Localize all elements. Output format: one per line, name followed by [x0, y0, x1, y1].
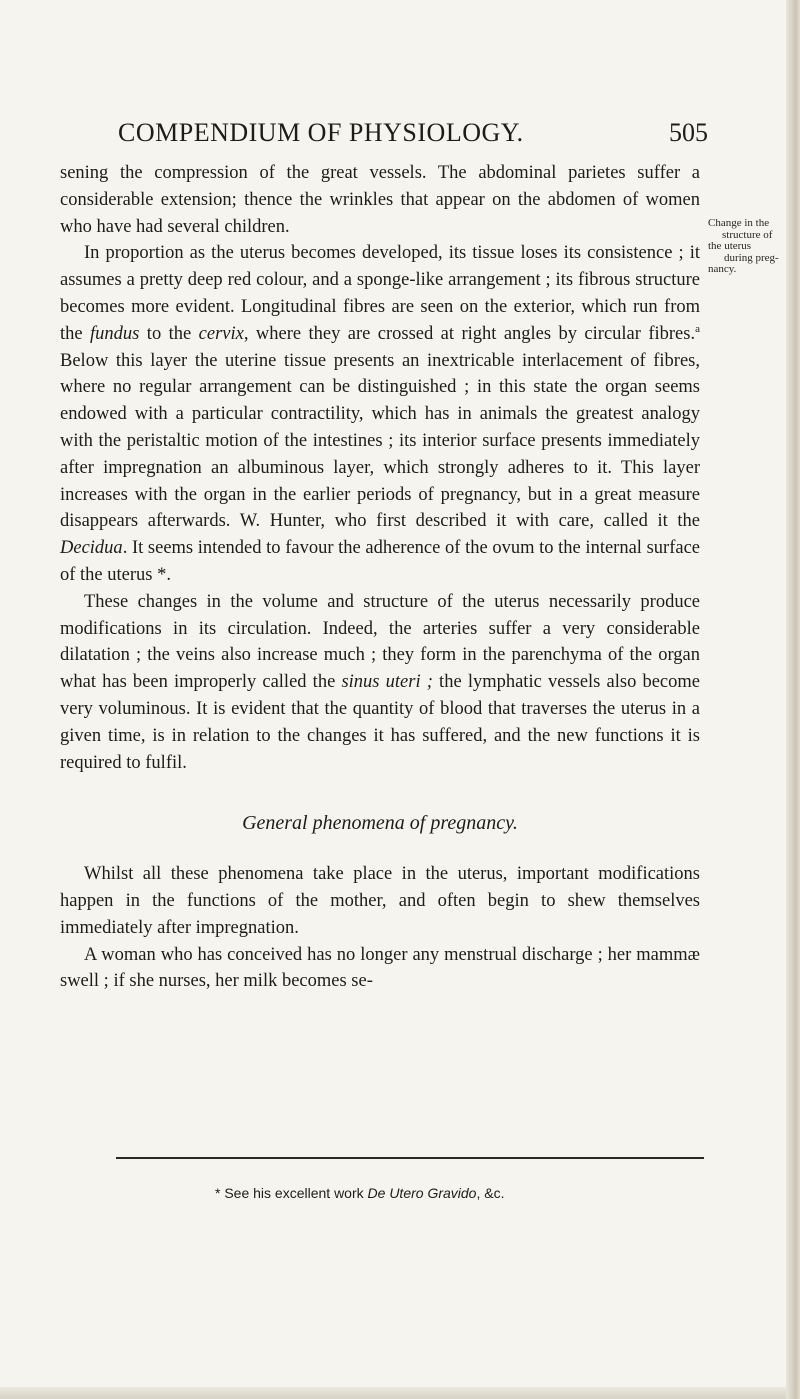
- margin-note-line: Change in the: [708, 217, 770, 229]
- page-number: 505: [669, 118, 708, 147]
- margin-note-line: the uterus: [708, 240, 752, 252]
- footnote: [215, 1185, 504, 1201]
- margin-note-line: during preg-: [724, 251, 779, 264]
- footnote-suffix: , &c.: [476, 1185, 505, 1201]
- paragraph-1: sening the compression of the great vessels. The abdominal parietes suffer a considerable extension; thence the wrinkles that appear on the abdomen of women who have had several children.: [60, 163, 700, 237]
- margin-note: [708, 218, 788, 276]
- footnote-rule: [116, 1157, 704, 1159]
- paragraph-2-text: In proportion as the uterus becomes developed, its tissue loses its consistence ; it assumes a pretty deep red colour, and a sponge-like arrangement ; its fibrous structure becomes more evident. Longitudinal fibres are seen on the exterior, which run from the: [60, 243, 700, 344]
- header-title: COMPENDIUM OF PHYSIOLOGY.: [118, 118, 524, 147]
- running-header: [118, 118, 708, 154]
- term-decidua: Decidua: [60, 538, 123, 559]
- term-sinus-uteri: sinus uteri ;: [341, 672, 433, 693]
- paragraph-2-text: Below this layer the uterine tissue presents an inextricable interlacement of fibres, where no regular arrangement can be distinguished ; in this state the organ seems endowed with a particular contractility, which has in animals the greatest analogy with the peristaltic motion of the intestines ; its interior surface presents immediately after impregnation an albuminous layer, which strongly adheres to it. This layer increases with the organ in the earlier periods of pregnancy, but in a great measure disappears afterwards. W. Hunter, who first described it with care, called it the: [60, 350, 700, 532]
- term-fundus: fundus: [90, 323, 140, 344]
- term-cervix: cervix: [198, 323, 244, 344]
- page-edge-right: [786, 0, 800, 1399]
- paragraph-4: Whilst all these phenomena take place in the uterus, important modifications happen in the functions of the mother, and often begin to shew themselves immediately after impregnation.: [60, 864, 700, 938]
- page-edge-bottom: [0, 1387, 786, 1399]
- section-heading: General phenomena of pregnancy.: [242, 812, 518, 835]
- footnote-prefix: * See his excellent work: [215, 1185, 368, 1201]
- paragraph-5: A woman who has conceived has no longer any menstrual discharge ; her mammæ swell ; if she nurses, her milk becomes se-: [60, 944, 700, 992]
- paragraph-3-text: the lymphatic vessels also become very voluminous. It is evident that the quantity of blood that traverses the uterus in a given time, is in relation to the changes it has suffered, and the new functions it is required to fulfil.: [60, 672, 700, 773]
- paragraph-3-text: These changes in the volume and structure of the uterus necessarily produce modifications in its circulation. Indeed, the arteries suffer a very considerable dilatation ; the veins also increase much ; they form in the parenchyma of the organ what has been improperly called the: [60, 591, 700, 693]
- footnote-title: De Utero Gravido: [367, 1185, 477, 1201]
- paragraph-2-text: , where they are crossed at right angles by circular fibres.: [243, 323, 696, 344]
- body-text: [60, 160, 700, 995]
- paragraph-2-text: . It seems intended to favour the adherence of the ovum to the internal surface of the uterus *.: [60, 538, 700, 585]
- paragraph-2: [60, 240, 700, 588]
- margin-note-line: structure of: [722, 228, 773, 241]
- margin-note-line: nancy.: [708, 263, 737, 275]
- footnote-ref: a: [695, 322, 700, 335]
- paragraph-2-text: to the: [139, 323, 199, 344]
- paragraph-3: [60, 589, 700, 777]
